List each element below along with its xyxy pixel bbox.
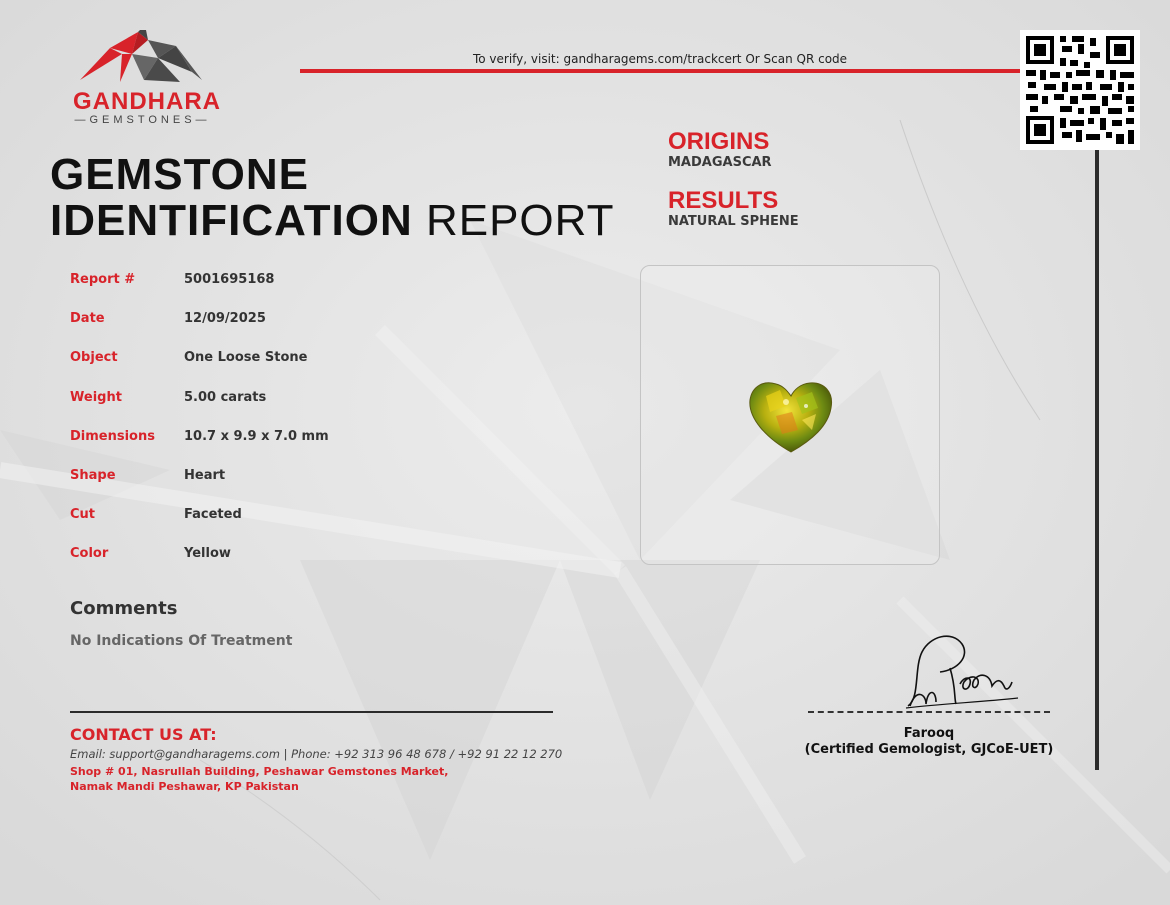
results-value: NATURAL SPHENE (668, 214, 799, 229)
detail-value: Yellow (184, 546, 231, 561)
report-title (50, 152, 615, 244)
detail-label: Dimensions (70, 429, 155, 444)
detail-label: Cut (70, 507, 96, 522)
right-vertical-rule (1095, 150, 1099, 770)
contact-address-line-2: Namak Mandi Peshawar, KP Pakistan (70, 780, 299, 793)
contact-divider (70, 711, 553, 713)
detail-row-date (70, 311, 490, 331)
contact-heading: CONTACT US AT: (70, 725, 217, 744)
qr-code (1020, 30, 1140, 150)
brand-logo (50, 28, 235, 128)
qr-code-icon (1020, 30, 1140, 150)
detail-row-shape (70, 468, 490, 488)
detail-label: Report # (70, 272, 136, 287)
detail-label: Weight (70, 390, 122, 405)
title-line-1: GEMSTONE (50, 150, 310, 199)
brand-subtitle: —GEMSTONES— (74, 114, 211, 126)
verify-text: To verify, visit: gandharagems.com/trackcert Or Scan QR code (472, 52, 848, 66)
detail-value: 12/09/2025 (184, 311, 266, 326)
signature-line (808, 711, 1050, 713)
header-divider (300, 69, 1022, 73)
gandhara-logo-icon (80, 28, 205, 84)
detail-label: Color (70, 546, 109, 561)
detail-label: Shape (70, 468, 116, 483)
detail-value: Heart (184, 468, 226, 483)
detail-label: Date (70, 311, 105, 326)
origins-label: ORIGINS (668, 128, 770, 155)
detail-row-cut (70, 507, 490, 527)
contact-info: Email: support@gandharagems.com | Phone: +92 313 96 48 678 / +92 91 22 12 270 (70, 747, 563, 761)
detail-row-weight (70, 390, 490, 410)
signatory-name: Farooq (903, 726, 955, 741)
contact-address-line-1: Shop # 01, Nasrullah Building, Peshawar Gemstones Market, (70, 765, 449, 778)
handwritten-signature (900, 628, 1020, 713)
heart-gemstone-image (746, 376, 836, 456)
origins-value: MADAGASCAR (668, 155, 772, 170)
detail-row-dimensions (70, 429, 490, 449)
detail-label: Object (70, 350, 118, 365)
results-label: RESULTS (668, 187, 779, 214)
detail-value: 10.7 x 9.9 x 7.0 mm (184, 429, 329, 444)
brand-name: GANDHARA (73, 88, 221, 115)
detail-value: 5001695168 (184, 272, 275, 287)
comments-heading: Comments (70, 598, 178, 619)
detail-row-color (70, 546, 490, 566)
detail-row-report-number (70, 272, 490, 292)
title-line-2: IDENTIFICATION REPORT (50, 196, 615, 245)
detail-value: 5.00 carats (184, 390, 267, 405)
detail-row-object (70, 350, 490, 370)
detail-value: Faceted (184, 507, 242, 522)
signatory-title: (Certified Gemologist, GJCoE-UET) (804, 742, 1054, 757)
comments-text: No Indications Of Treatment (70, 633, 293, 649)
gemstone-image-frame (640, 265, 940, 565)
detail-value: One Loose Stone (184, 350, 308, 365)
